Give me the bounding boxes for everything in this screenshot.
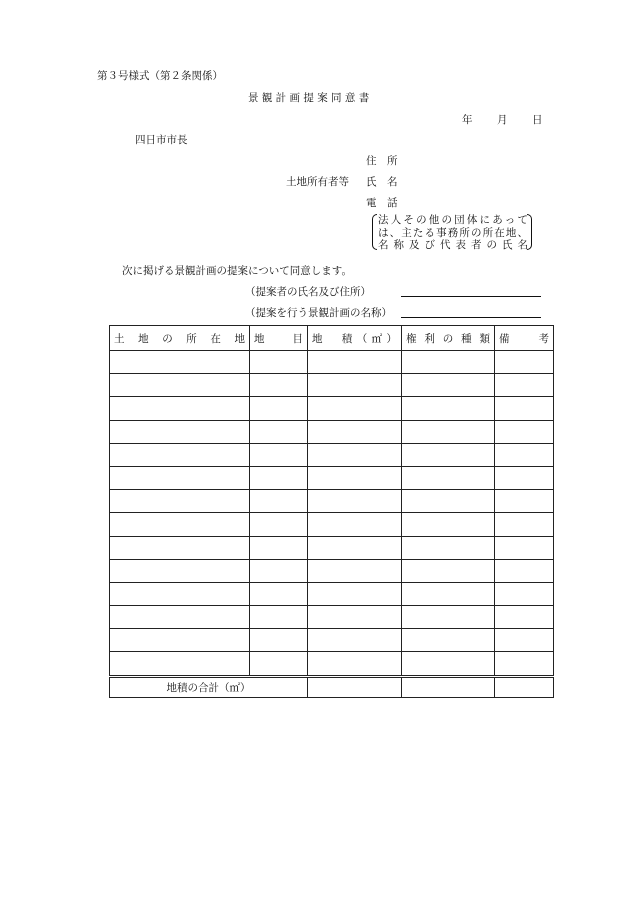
right-type-cell[interactable]: [402, 536, 495, 559]
table-row: [110, 582, 554, 605]
right-type-cell[interactable]: [402, 582, 495, 605]
remarks-cell[interactable]: [495, 374, 554, 397]
location-cell[interactable]: [110, 351, 250, 374]
area-cell[interactable]: [308, 559, 402, 582]
right-type-cell[interactable]: [402, 559, 495, 582]
remarks-cell[interactable]: [495, 420, 554, 443]
remarks-cell[interactable]: [495, 652, 554, 676]
table-row: [110, 629, 554, 652]
land-category-cell[interactable]: [250, 606, 308, 629]
remarks-cell[interactable]: [495, 559, 554, 582]
remarks-cell[interactable]: [495, 397, 554, 420]
right-type-cell[interactable]: [402, 652, 495, 676]
location-cell[interactable]: [110, 582, 250, 605]
area-cell[interactable]: [308, 536, 402, 559]
land-category-cell[interactable]: [250, 652, 308, 676]
consent-statement: 次に掲げる景観計画の提案について同意します。: [122, 265, 352, 277]
remarks-cell[interactable]: [495, 606, 554, 629]
land-category-cell[interactable]: [250, 513, 308, 536]
area-cell[interactable]: [308, 629, 402, 652]
date-year: 年: [462, 114, 473, 126]
land-category-cell[interactable]: [250, 490, 308, 513]
location-cell[interactable]: [110, 606, 250, 629]
right-type-cell[interactable]: [402, 420, 495, 443]
location-cell[interactable]: [110, 559, 250, 582]
phone-label: 電 話: [366, 197, 398, 209]
form-number: 第３号様式（第２条関係）: [97, 70, 223, 82]
remarks-cell[interactable]: [495, 629, 554, 652]
total-area-cell[interactable]: [308, 676, 402, 697]
name-label: 氏 名: [366, 176, 398, 188]
table-row: [110, 652, 554, 676]
header-land-category: 地目: [250, 326, 308, 351]
total-row: [110, 676, 554, 697]
right-type-cell[interactable]: [402, 629, 495, 652]
right-type-cell[interactable]: [402, 606, 495, 629]
area-cell[interactable]: [308, 420, 402, 443]
left-bracket: [372, 214, 377, 250]
proposer-underline: [401, 296, 541, 297]
table-row: [110, 374, 554, 397]
table-header-row: [110, 326, 554, 351]
location-cell[interactable]: [110, 536, 250, 559]
date-month: 月: [497, 114, 508, 126]
right-type-cell[interactable]: [402, 466, 495, 489]
table-row: [110, 536, 554, 559]
area-cell[interactable]: [308, 606, 402, 629]
header-remarks: 備考: [495, 326, 554, 351]
land-category-cell[interactable]: [250, 559, 308, 582]
area-cell[interactable]: [308, 582, 402, 605]
area-cell[interactable]: [308, 513, 402, 536]
landowner-label: 土地所有者等: [286, 176, 349, 188]
remarks-cell[interactable]: [495, 443, 554, 466]
total-right-type-cell[interactable]: [402, 676, 495, 697]
right-type-cell[interactable]: [402, 397, 495, 420]
location-cell[interactable]: [110, 374, 250, 397]
table-row: [110, 443, 554, 466]
proposer-label: （提案者の氏名及び住所）: [245, 286, 371, 298]
date-day: 日: [532, 114, 543, 126]
location-cell[interactable]: [110, 490, 250, 513]
land-category-cell[interactable]: [250, 582, 308, 605]
plan-name-label: （提案を行う景観計画の名称）: [245, 307, 392, 319]
area-cell[interactable]: [308, 466, 402, 489]
land-category-cell[interactable]: [250, 351, 308, 374]
location-cell[interactable]: [110, 466, 250, 489]
table-row: [110, 420, 554, 443]
address-label: 住 所: [366, 155, 398, 167]
note-line: 法人その他の団体にあって: [378, 214, 528, 226]
note-line: は、主たる事務所の所在地、: [378, 226, 528, 239]
header-right-type: 権利の種類: [402, 326, 495, 351]
land-category-cell[interactable]: [250, 374, 308, 397]
table-row: [110, 351, 554, 374]
right-bracket: [527, 214, 532, 250]
right-type-cell[interactable]: [402, 443, 495, 466]
plan-name-underline: [401, 317, 541, 318]
location-cell[interactable]: [110, 420, 250, 443]
location-cell[interactable]: [110, 397, 250, 420]
area-cell[interactable]: [308, 351, 402, 374]
area-cell[interactable]: [308, 374, 402, 397]
land-category-cell[interactable]: [250, 420, 308, 443]
area-cell[interactable]: [308, 490, 402, 513]
location-cell[interactable]: [110, 513, 250, 536]
right-type-cell[interactable]: [402, 513, 495, 536]
location-cell[interactable]: [110, 652, 250, 676]
corporate-note: [372, 214, 532, 250]
header-area: 地 積（㎡）: [308, 326, 402, 351]
area-cell[interactable]: [308, 397, 402, 420]
table-row: [110, 513, 554, 536]
location-cell[interactable]: [110, 629, 250, 652]
table-row: [110, 606, 554, 629]
right-type-cell[interactable]: [402, 374, 495, 397]
addressee: 四日市市長: [135, 134, 188, 146]
area-cell[interactable]: [308, 652, 402, 676]
right-type-cell[interactable]: [402, 351, 495, 374]
area-cell[interactable]: [308, 443, 402, 466]
remarks-cell[interactable]: [495, 490, 554, 513]
land-category-cell[interactable]: [250, 536, 308, 559]
land-category-cell[interactable]: [250, 397, 308, 420]
land-category-cell[interactable]: [250, 629, 308, 652]
remarks-cell[interactable]: [495, 536, 554, 559]
table-row: [110, 397, 554, 420]
land-category-cell[interactable]: [250, 466, 308, 489]
header-location: 土地の所在地: [110, 326, 250, 351]
total-area-label: 地積の合計（㎡）: [110, 676, 308, 697]
right-type-cell[interactable]: [402, 490, 495, 513]
location-cell[interactable]: [110, 443, 250, 466]
total-remarks-cell[interactable]: [495, 676, 554, 697]
table-row: [110, 466, 554, 489]
remarks-cell[interactable]: [495, 466, 554, 489]
table-row: [110, 490, 554, 513]
note-line: 名称及び代表者の氏名: [378, 239, 528, 251]
remarks-cell[interactable]: [495, 351, 554, 374]
document-title: 景 観 計 画 提 案 同 意 書: [248, 92, 370, 104]
land-category-cell[interactable]: [250, 443, 308, 466]
table-row: [110, 559, 554, 582]
remarks-cell[interactable]: [495, 582, 554, 605]
land-table: [109, 325, 554, 698]
remarks-cell[interactable]: [495, 513, 554, 536]
